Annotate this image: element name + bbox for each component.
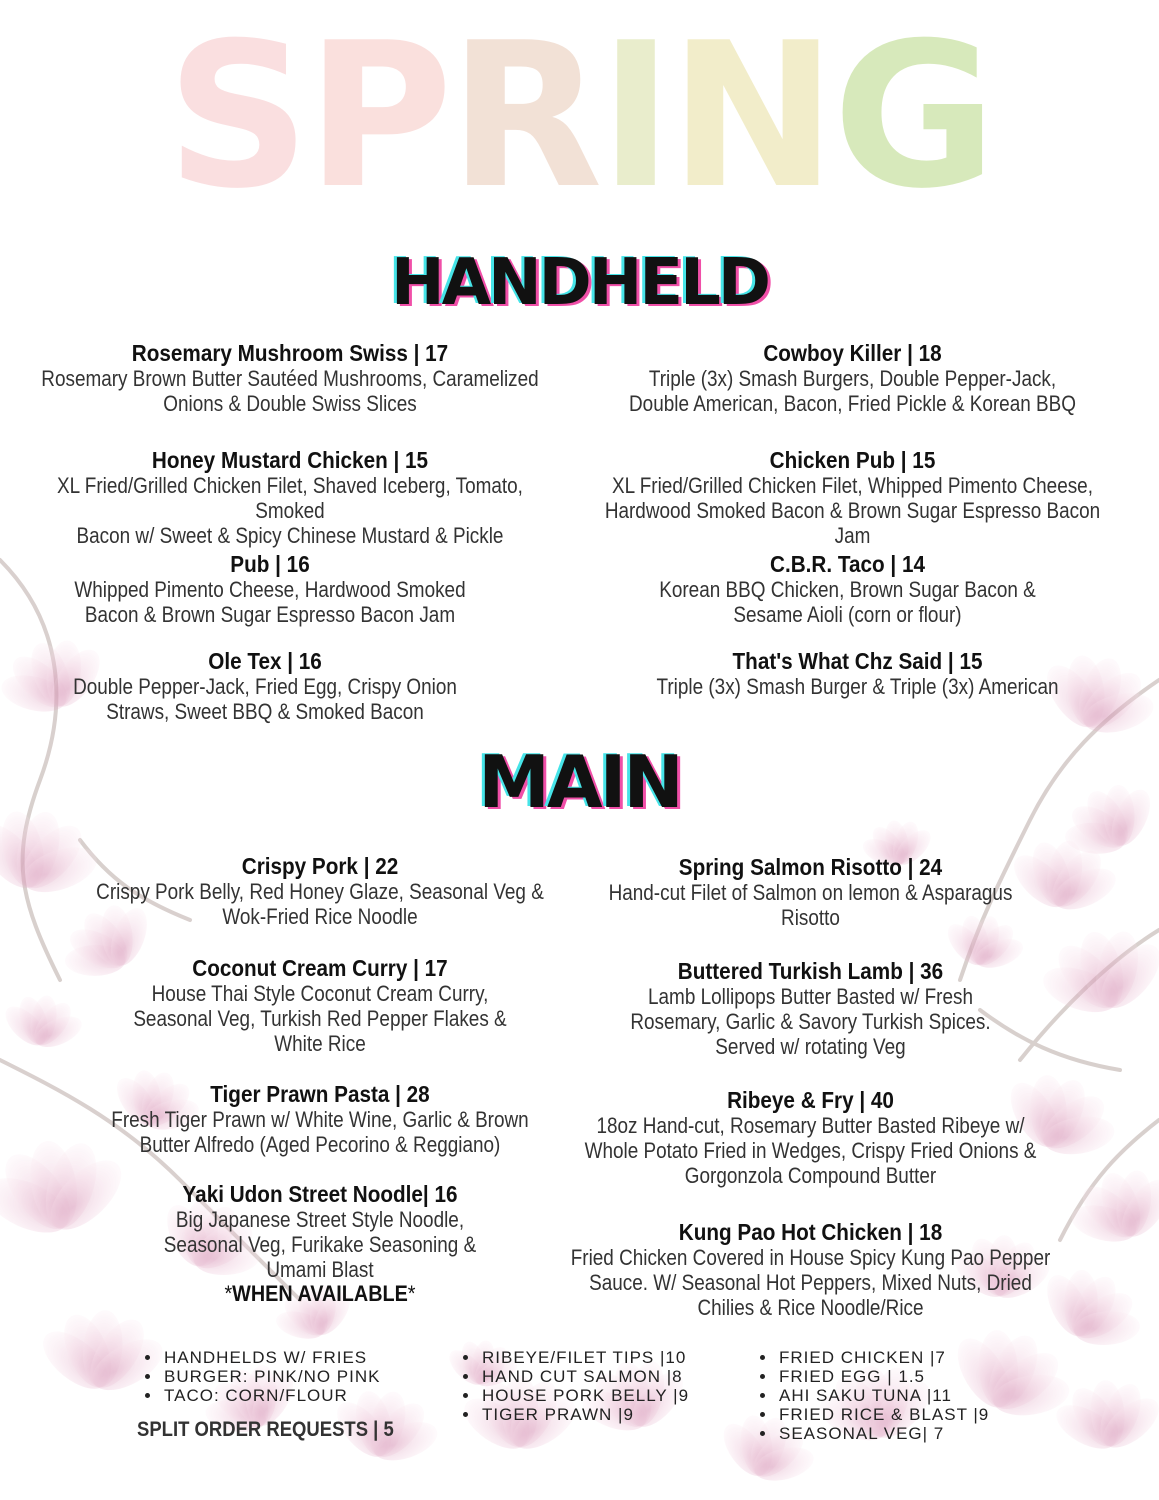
list-item: • RIBEYE/FILET TIPS |10 [480, 1348, 689, 1367]
item-desc: Rosemary Brown Butter Sautéed Mushrooms, Caramelized Onions & Double Swiss Slices [41, 366, 539, 416]
menu-item [518, 958, 1103, 1059]
split-order-note: SPLIT ORDER REQUESTS | 5 [137, 1418, 394, 1441]
spring-letter: S [166, 0, 307, 233]
list-item: • TACO: CORN/FLOUR [162, 1386, 380, 1405]
item-name: Cowboy Killer | 18 [763, 340, 942, 366]
spring-letter: N [669, 0, 833, 233]
item-desc: XL Fried/Grilled Chicken Filet, Shaved Iceberg, Tomato, Smoked Bacon w/ Sweet & Spicy Chinese Mustard & Pickle [57, 473, 523, 548]
list-item: • FRIED RICE & BLAST |9 [777, 1405, 989, 1424]
menu-item [518, 1087, 1103, 1188]
menu-item [560, 447, 1145, 548]
item-desc: Fresh Tiger Prawn w/ White Wine, Garlic & Brown Butter Alfredo (Aged Pecorino & Reggiano) [111, 1107, 529, 1157]
item-name: C.B.R. Taco | 14 [770, 551, 925, 577]
menu-item [0, 340, 580, 416]
menu-item [0, 648, 555, 724]
item-name: That's What Chz Said | 15 [732, 648, 983, 674]
list-item: • BURGER: PINK/NO PINK [162, 1367, 380, 1386]
item-desc: Crispy Pork Belly, Red Honey Glaze, Seasonal Veg & Wok-Fried Rice Noodle [96, 879, 544, 929]
menu-item [555, 551, 1140, 627]
item-desc: 18oz Hand-cut, Rosemary Butter Basted Ribeye w/ Whole Potato Fried in Wedges, Crispy Fried Onions & Gorgonzola Compound Butter [584, 1113, 1037, 1188]
item-name: Spring Salmon Risotto | 24 [678, 854, 943, 880]
list-item: • FRIED EGG | 1.5 [777, 1367, 989, 1386]
when-available-note: *WHEN AVAILABLE* [224, 1281, 416, 1306]
item-desc: House Thai Style Coconut Cream Curry, Seasonal Veg, Turkish Red Pepper Flakes & White Rice [133, 981, 507, 1056]
item-name: Ribeye & Fry | 40 [727, 1087, 894, 1113]
list-item: • SEASONAL VEG| 7 [777, 1424, 989, 1443]
list-item: • AHI SAKU TUNA |11 [777, 1386, 989, 1405]
list-item: • HAND CUT SALMON |8 [480, 1367, 689, 1386]
spring-letter: G [832, 0, 993, 233]
item-name: Tiger Prawn Pasta | 28 [210, 1081, 430, 1107]
main-heading: MAIN [478, 740, 681, 824]
menu-item [518, 854, 1103, 930]
spring-letter: R [448, 0, 599, 233]
menu-item [0, 551, 560, 627]
spring-letter: I [598, 0, 670, 233]
item-name: Chicken Pub | 15 [769, 447, 936, 473]
item-name: Honey Mustard Chicken | 15 [151, 447, 429, 473]
menu-item [0, 447, 580, 548]
item-name: Kung Pao Hot Chicken | 18 [678, 1219, 943, 1245]
item-name: Pub | 16 [230, 551, 310, 577]
item-desc: Triple (3x) Smash Burgers, Double Pepper-Jack, Double American, Bacon, Fried Pickle & Korean BBQ [629, 366, 1076, 416]
item-name: Coconut Cream Curry | 17 [192, 955, 448, 981]
item-desc: Triple (3x) Smash Burger & Triple (3x) American [656, 674, 1059, 699]
menu-item [560, 340, 1145, 416]
item-desc: Hand-cut Filet of Salmon on lemon & Asparagus Risotto [608, 880, 1013, 930]
item-desc: Korean BBQ Chicken, Brown Sugar Bacon & Sesame Aioli (corn or flour) [659, 577, 1036, 627]
item-name: Yaki Udon Street Noodle| 16 [182, 1181, 458, 1207]
notes-list-3 [755, 1348, 989, 1443]
notes-list-1 [140, 1348, 380, 1405]
menu-item [565, 648, 1150, 699]
item-desc: Double Pepper-Jack, Fried Egg, Crispy Onion Straws, Sweet BBQ & Smoked Bacon [73, 674, 457, 724]
item-name: Rosemary Mushroom Swiss | 17 [131, 340, 449, 366]
menu-item [518, 1219, 1103, 1320]
item-desc: Lamb Lollipops Butter Basted w/ Fresh Rosemary, Garlic & Savory Turkish Spices. Served w/ rotating Veg [630, 984, 991, 1059]
list-item: • FRIED CHICKEN |7 [777, 1348, 989, 1367]
item-name: Buttered Turkish Lamb | 36 [677, 958, 944, 984]
item-name: Ole Tex | 16 [208, 648, 322, 674]
notes-list-2 [458, 1348, 689, 1424]
list-item: • HOUSE PORK BELLY |9 [480, 1386, 689, 1405]
spring-letter: P [306, 0, 449, 233]
spring-title [0, 0, 1159, 233]
item-desc: Fried Chicken Covered in House Spicy Kung Pao Pepper Sauce. W/ Seasonal Hot Peppers, Mixed Nuts, Dried Chilies & Rice Noodle/Rice [570, 1245, 1051, 1320]
item-desc: XL Fried/Grilled Chicken Filet, Whipped Pimento Cheese, Hardwood Smoked Bacon & Brown Sugar Espresso Bacon Jam [604, 473, 1101, 548]
handheld-heading: HANDHELD [391, 246, 768, 320]
list-item: • HANDHELDS W/ FRIES [162, 1348, 380, 1367]
item-desc: Whipped Pimento Cheese, Hardwood Smoked Bacon & Brown Sugar Espresso Bacon Jam [74, 577, 466, 627]
item-name: Crispy Pork | 22 [241, 853, 399, 879]
item-desc: Big Japanese Street Style Noodle, Seasonal Veg, Furikake Seasoning & Umami Blast [163, 1207, 477, 1282]
list-item: • TIGER PRAWN |9 [480, 1405, 689, 1424]
